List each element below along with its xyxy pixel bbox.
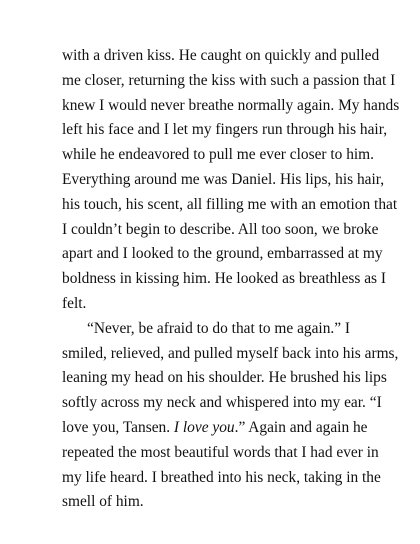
text-line: with a driven kiss. He caught on quickly and pulled <box>62 47 380 64</box>
text-line: repeated the most beautiful words that I had ever in <box>62 443 379 461</box>
text-line: while he endeavored to pull me ever closer to him. <box>62 146 374 164</box>
text-line: smiled, relieved, and pulled myself back into his arms, <box>62 344 399 362</box>
text-line: “Never, be afraid to do that to me again.” I <box>87 319 351 337</box>
text-line: me closer, returning the kiss with such a passion that I <box>62 71 396 89</box>
text-line: his touch, his scent, all filling me with an emotion that <box>62 195 398 213</box>
paragraph-1 <box>62 44 400 317</box>
text-line: my life heard. I breathed into his neck, taking in the <box>62 468 381 486</box>
text-line: apart and I looked to the ground, embarrassed at my <box>62 245 383 263</box>
text-line: left his face and I let my fingers run through his hair, <box>62 121 388 139</box>
text-run: .” Again and again he <box>234 418 368 436</box>
body-text <box>62 44 400 515</box>
text-run: love you, Tansen. <box>62 418 174 436</box>
text-line: I couldn’t begin to describe. All too soon, we broke <box>62 220 379 238</box>
emphasized-text: I love you <box>173 418 235 436</box>
paragraph-2 <box>62 317 399 515</box>
text-line: Everything around me was Daniel. His lips, his hair, <box>62 170 385 188</box>
text-line: knew I would never breathe normally again. My hands <box>62 96 400 114</box>
text-line: smell of him. <box>62 493 144 511</box>
text-line-with-emphasis <box>62 416 368 441</box>
text-line: leaning my head on his shoulder. He brushed his lips <box>62 369 387 387</box>
text-line: softly across my neck and whispered into my ear. “I <box>62 394 382 412</box>
text-line: boldness in kissing him. He looked as breathless as I <box>62 270 387 288</box>
text-line: felt. <box>62 294 87 312</box>
